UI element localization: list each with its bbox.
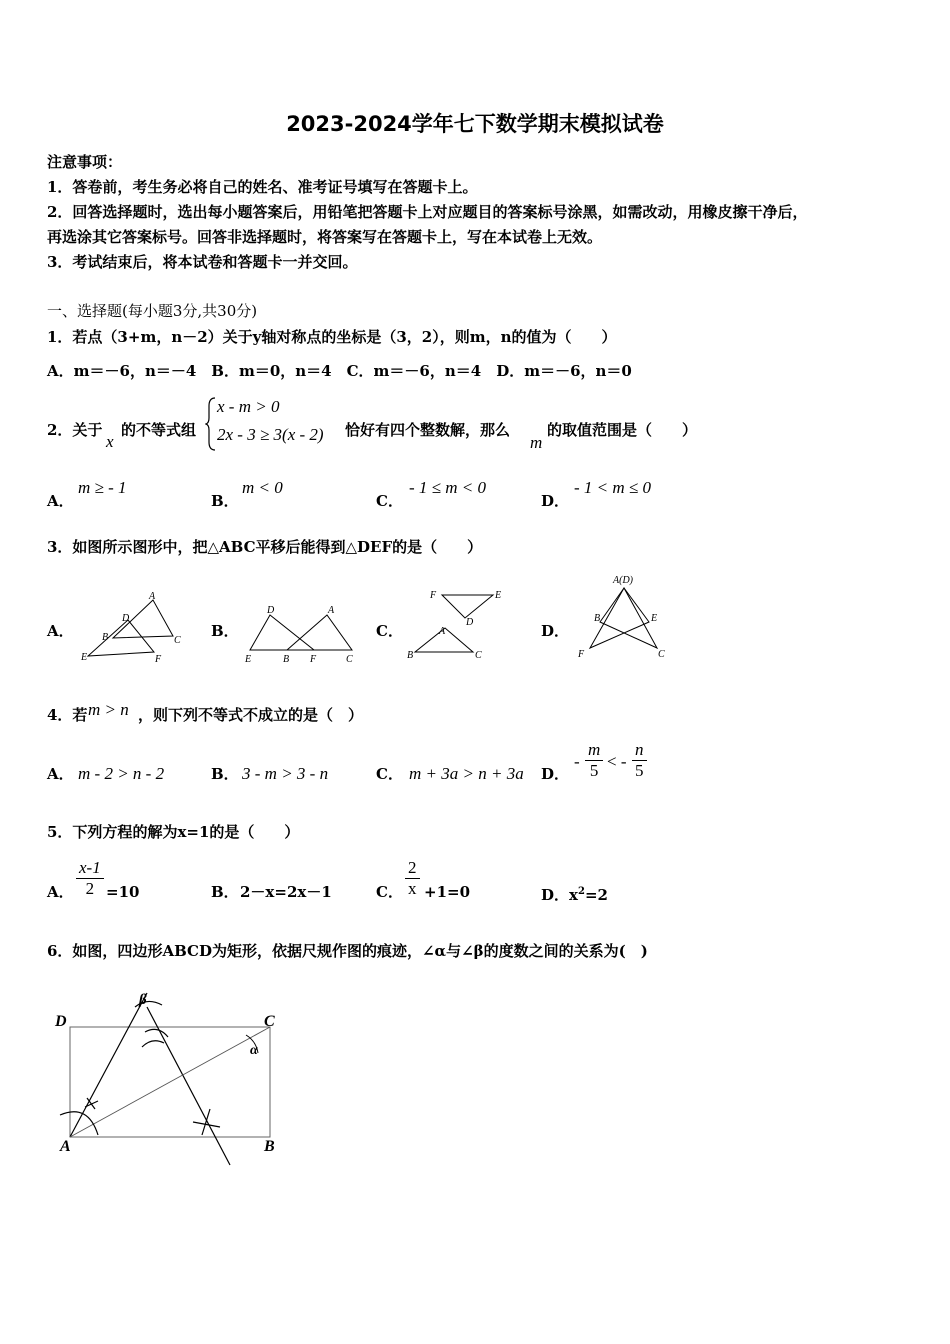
q4-d-num1: m [585, 740, 603, 761]
q3d-pt-F: F [578, 649, 585, 660]
q5-c-rest: +1=0 [424, 883, 471, 901]
notice-item-3: 3．考试结束后，将本试卷和答题卡一并交回。 [47, 253, 358, 271]
notice-item-1: 1．答卷前，考生务必将自己的姓名、准考证号填写在答题卡上。 [47, 178, 478, 196]
q4-d-neg: - [574, 752, 580, 771]
q2-option-c: - 1 ≤ m < 0 [409, 478, 486, 497]
q2-inequality-1: x - m > 0 [217, 397, 280, 416]
q3d-pt-E: E [651, 613, 658, 624]
q5-d-exp: 2 [577, 886, 585, 897]
q3c-pt-C: C [475, 650, 482, 661]
q2-var-x: x [106, 432, 114, 451]
q3-label-c: C． [376, 622, 403, 640]
q3c-pt-A: A [439, 626, 446, 637]
q4-d-num2: n [632, 740, 647, 761]
q4-d-fraction-2 [632, 740, 647, 781]
q3b-pt-A: A [328, 605, 335, 616]
q3a-pt-E: E [81, 652, 88, 663]
q2-prefix: 2．关于 [47, 421, 103, 439]
q3-figure-b [242, 600, 367, 670]
q2-option-b: m < 0 [242, 478, 283, 497]
q4-d-den2: 5 [635, 761, 644, 780]
q3-label-b: B． [211, 622, 239, 640]
q4-label-d: D． [541, 765, 570, 783]
q4-label-a: A． [47, 765, 74, 783]
q6-pt-A: A [60, 1138, 71, 1155]
q3-figure-c [405, 585, 515, 665]
q3a-pt-F: F [155, 654, 162, 665]
q4-label-c: C． [376, 765, 403, 783]
q3a-pt-B: B [102, 632, 109, 643]
q4-d-fraction-1 [585, 740, 603, 781]
notice-item-2-cont: 再选涂其它答案标号。回答非选择题时，将答案写在答题卡上，写在本试卷上无效。 [47, 228, 603, 246]
q3d-pt-AD: A(D) [613, 575, 633, 586]
q5-label-a: A． [47, 883, 74, 901]
q2-label-a: A． [47, 492, 74, 510]
q2-option-a: m ≥ - 1 [78, 478, 127, 497]
q2-label-d: D． [541, 492, 570, 510]
q2-var-m: m [530, 433, 543, 452]
q3-label-a: A． [47, 622, 74, 640]
q6-pt-C: C [264, 1013, 275, 1030]
q3a-pt-A: A [149, 591, 156, 602]
q5-label-b: B． [211, 883, 239, 901]
q5-d-base: x [569, 886, 578, 904]
q5-a-rest: =10 [106, 883, 140, 901]
q4-label-b: B． [211, 765, 239, 783]
q5-stem: 5．下列方程的解为x=1的是（ ） [47, 823, 300, 841]
q3-stem: 3．如图所示图形中，把△ABC平移后能得到△DEF的是（ ） [47, 538, 483, 556]
q2-label-c: C． [376, 492, 403, 510]
q3c-pt-E: E [495, 590, 502, 601]
q5-c-fraction [405, 858, 420, 899]
q4-option-c: m + 3a > n + 3a [409, 764, 524, 783]
q5-a-den: 2 [85, 879, 95, 898]
q4-d-den1: 5 [589, 761, 599, 780]
q3c-pt-D: D [466, 617, 474, 628]
q5-c-num: 2 [405, 858, 420, 879]
q5-label-c: C． [376, 883, 403, 901]
q2-mid: 的不等式组 [121, 421, 197, 439]
q4-option-b: 3 - m > 3 - n [242, 764, 329, 783]
q1-stem: 1．若点（3+m，n－2）关于y轴对称点的坐标是（3，2），则m，n的值为（ ） [47, 328, 617, 346]
q2-option-d: - 1 < m ≤ 0 [574, 478, 651, 497]
q6-stem: 6．如图，四边形ABCD为矩形，依据尺规作图的痕迹，∠α与∠β的度数之间的关系为( ) [47, 942, 648, 960]
q3-label-d: D． [541, 622, 570, 640]
q4-d-lt: < - [607, 752, 627, 771]
section-heading: 一、选择题(每小题3分,共30分) [47, 302, 258, 320]
q3b-pt-C: C [346, 654, 353, 665]
q6-figure-rectangle [50, 985, 300, 1170]
q3c-pt-F: F [430, 590, 437, 601]
q3d-pt-C: C [658, 649, 665, 660]
q2-brace [205, 396, 217, 452]
notice-heading: 注意事项： [47, 153, 123, 171]
q6-alpha: α [250, 1043, 258, 1058]
page-title: 2023-2024学年七下数学期末模拟试卷 [286, 112, 664, 136]
notice-item-2: 2．回答选择题时，选出每小题答案后，用铅笔把答题卡上对应题目的答案标号涂黑，如需改动，用橡皮擦干净后， [47, 203, 808, 221]
q5-option-b: 2－x=2x－1 [240, 883, 332, 901]
q2-inequality-2: 2x - 3 ≥ 3(x - 2) [217, 425, 324, 444]
q3b-pt-F: F [310, 654, 317, 665]
q3b-pt-B: B [283, 654, 290, 665]
q5-d-label-text: D． [541, 886, 570, 904]
q3b-pt-D: D [267, 605, 275, 616]
q5-c-den: x [408, 879, 417, 898]
q3a-pt-C: C [174, 635, 181, 646]
q6-pt-D: D [55, 1013, 67, 1030]
q3a-pt-D: D [122, 613, 130, 624]
q2-suffix-2: 的取值范围是（ ） [547, 421, 698, 439]
q4-prefix: 4．若 [47, 706, 88, 724]
q2-suffix: 恰好有四个整数解，那么 [345, 421, 511, 439]
q3-figure-a [78, 590, 188, 670]
q5-d-rest: =2 [584, 886, 608, 904]
q5-a-fraction [76, 858, 104, 899]
q3-figure-d [572, 570, 682, 665]
q2-label-b: B． [211, 492, 239, 510]
q6-pt-B: B [264, 1138, 275, 1155]
q5-a-num: x-1 [76, 858, 104, 879]
q5-label-d [541, 882, 608, 905]
q3d-pt-B: B [594, 613, 601, 624]
q3b-pt-E: E [245, 654, 252, 665]
q4-suffix: ，则下列不等式不成立的是（ ） [138, 706, 364, 724]
q4-condition: m > n [88, 700, 129, 719]
q6-beta: β [139, 992, 147, 1008]
q3c-pt-B: B [407, 650, 414, 661]
q1-options: A．m＝－6，n＝－4 B．m＝0，n＝4 C．m＝－6，n＝4 D．m＝－6，n＝0 [47, 362, 632, 380]
q4-option-a: m - 2 > n - 2 [78, 764, 165, 783]
